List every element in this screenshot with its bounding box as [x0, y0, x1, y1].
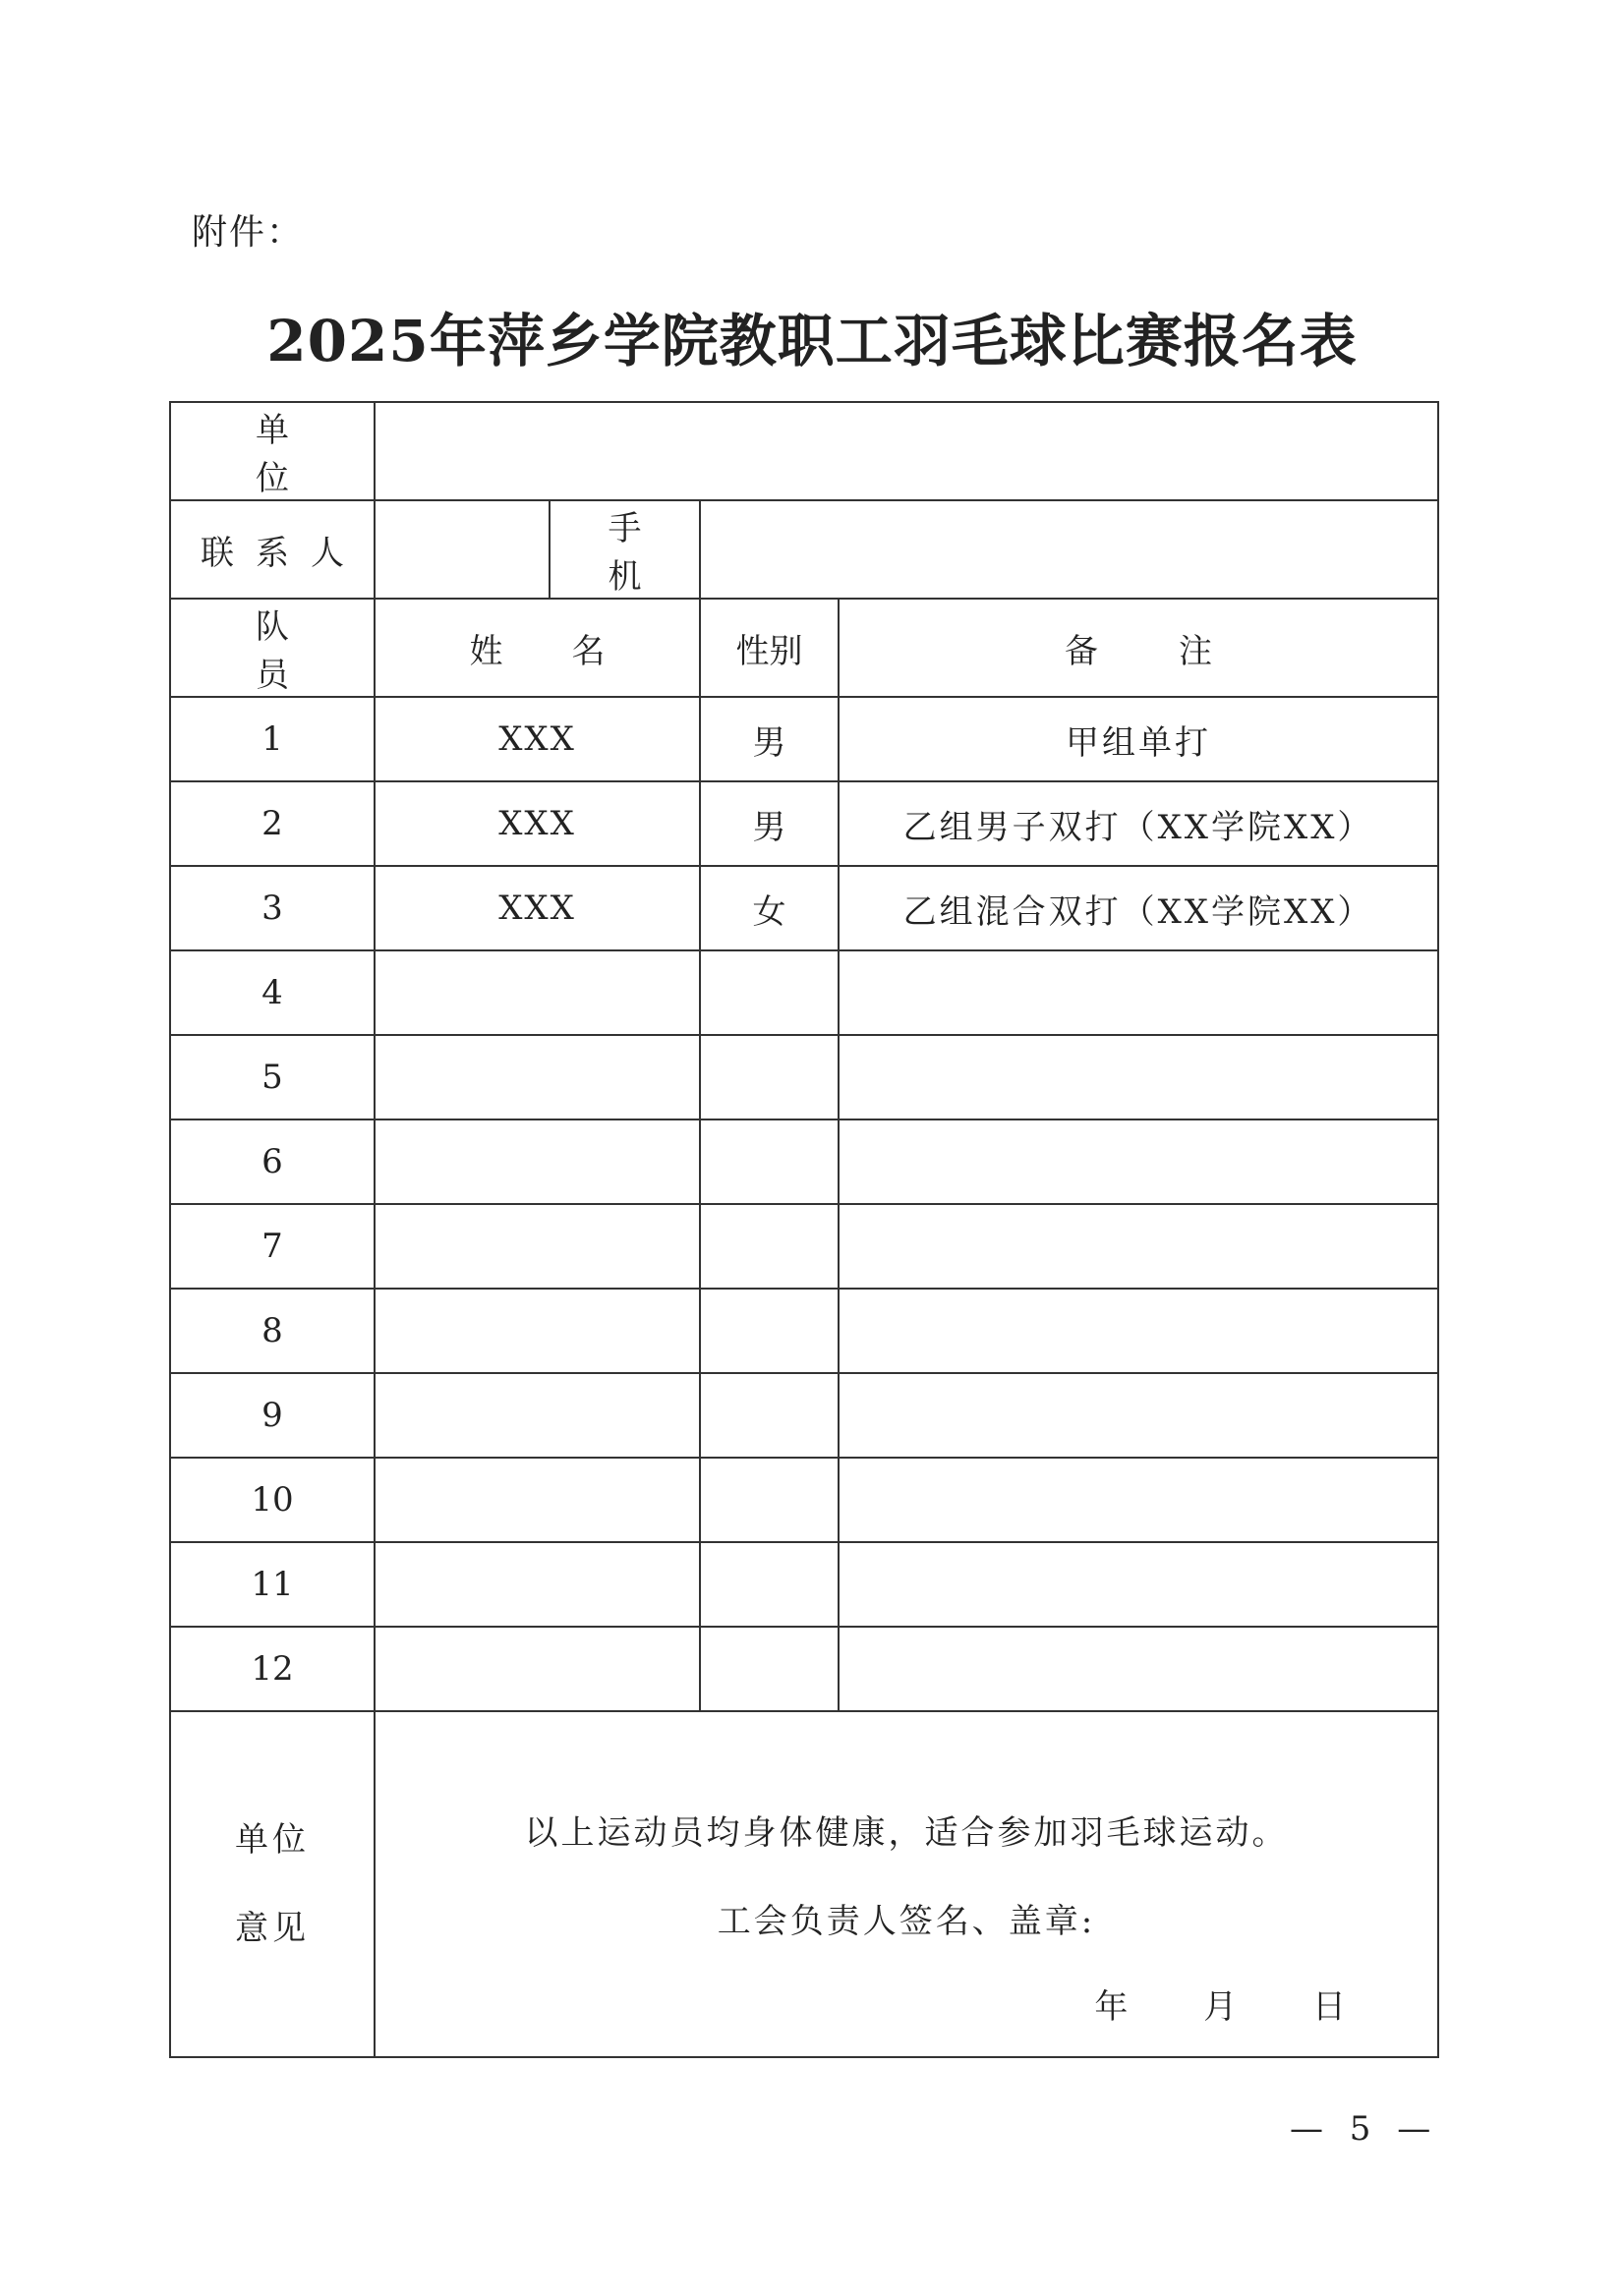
member-remark-field[interactable]: 甲组单打: [839, 697, 1438, 781]
remark-header: 备注: [839, 599, 1438, 697]
member-number: 9: [170, 1373, 375, 1458]
signature-line: 工会负责人签名、盖章:: [717, 1902, 1096, 1941]
contact-row: [170, 500, 1438, 599]
opinion-label-line2: 意见: [235, 1909, 310, 1948]
member-row: [170, 1119, 1438, 1204]
member-name-field[interactable]: [375, 1035, 700, 1119]
date-day: 日: [1312, 1987, 1349, 2027]
member-gender-field[interactable]: [700, 1627, 839, 1711]
attachment-label: 附件：: [192, 212, 305, 253]
date-month: 月: [1203, 1987, 1241, 2027]
member-number: 4: [170, 950, 375, 1035]
member-gender-field[interactable]: [700, 950, 839, 1035]
member-row: [170, 781, 1438, 866]
member-number: 3: [170, 866, 375, 950]
member-number: 7: [170, 1204, 375, 1289]
unit-label: 单位: [170, 402, 375, 500]
opinion-label-line1: 单位: [235, 1820, 310, 1860]
gender-header: 性别: [700, 599, 839, 697]
member-name-field[interactable]: XXX: [375, 781, 700, 866]
phone-label: 手机: [550, 500, 700, 599]
member-header: 队员: [170, 599, 375, 697]
form-title: 2025年萍乡学院教职工羽毛球比赛报名表: [266, 308, 1358, 374]
member-gender-field[interactable]: [700, 1035, 839, 1119]
member-remark-field[interactable]: [839, 1035, 1438, 1119]
page-number: — 5 —: [1290, 2109, 1439, 2149]
member-remark-field[interactable]: 乙组男子双打（XX学院XX）: [839, 781, 1438, 866]
member-row: [170, 1204, 1438, 1289]
member-row: [170, 950, 1438, 1035]
member-gender-field[interactable]: 男: [700, 781, 839, 866]
member-row: [170, 1458, 1438, 1542]
member-remark-field[interactable]: [839, 1542, 1438, 1627]
member-number: 6: [170, 1119, 375, 1204]
contact-value-field[interactable]: [375, 500, 550, 599]
opinion-row: [170, 1711, 1438, 2057]
member-remark-field[interactable]: [839, 1289, 1438, 1373]
contact-label: 联系人: [170, 500, 375, 599]
member-gender-field[interactable]: [700, 1373, 839, 1458]
date-line: [1035, 1980, 1349, 2028]
member-number: 5: [170, 1035, 375, 1119]
member-gender-field[interactable]: [700, 1119, 839, 1204]
member-remark-field[interactable]: 乙组混合双打（XX学院XX）: [839, 866, 1438, 950]
member-name-field[interactable]: [375, 1204, 700, 1289]
health-statement: 以上运动员均身体健康，适合参加羽毛球运动。: [524, 1813, 1289, 1853]
member-row: [170, 697, 1438, 781]
member-name-field[interactable]: XXX: [375, 697, 700, 781]
opinion-label: [170, 1711, 375, 2057]
member-row: [170, 1373, 1438, 1458]
member-name-field[interactable]: [375, 950, 700, 1035]
member-remark-field[interactable]: [839, 1119, 1438, 1204]
member-remark-field[interactable]: [839, 1458, 1438, 1542]
member-number: 10: [170, 1458, 375, 1542]
member-row: [170, 1627, 1438, 1711]
member-name-field[interactable]: [375, 1542, 700, 1627]
registration-form-table: [169, 401, 1439, 2058]
member-row: [170, 866, 1438, 950]
member-number: 2: [170, 781, 375, 866]
unit-value-field[interactable]: [375, 402, 1438, 500]
date-year: 年: [1094, 1987, 1131, 2027]
member-gender-field[interactable]: [700, 1458, 839, 1542]
unit-row: [170, 402, 1438, 500]
name-header: 姓名: [375, 599, 700, 697]
member-row: [170, 1035, 1438, 1119]
member-row: [170, 1542, 1438, 1627]
member-number: 1: [170, 697, 375, 781]
member-gender-field[interactable]: [700, 1542, 839, 1627]
phone-value-field[interactable]: [700, 500, 1438, 599]
member-gender-field[interactable]: 女: [700, 866, 839, 950]
member-name-field[interactable]: [375, 1373, 700, 1458]
member-name-field[interactable]: XXX: [375, 866, 700, 950]
member-gender-field[interactable]: [700, 1289, 839, 1373]
member-gender-field[interactable]: 男: [700, 697, 839, 781]
member-name-field[interactable]: [375, 1458, 700, 1542]
member-number: 12: [170, 1627, 375, 1711]
member-number: 11: [170, 1542, 375, 1627]
member-name-field[interactable]: [375, 1289, 700, 1373]
member-remark-field[interactable]: [839, 1204, 1438, 1289]
member-name-field[interactable]: [375, 1119, 700, 1204]
opinion-body: [375, 1711, 1438, 2057]
member-name-field[interactable]: [375, 1627, 700, 1711]
member-remark-field[interactable]: [839, 950, 1438, 1035]
header-row: [170, 599, 1438, 697]
member-gender-field[interactable]: [700, 1204, 839, 1289]
member-remark-field[interactable]: [839, 1627, 1438, 1711]
member-row: [170, 1289, 1438, 1373]
member-number: 8: [170, 1289, 375, 1373]
member-remark-field[interactable]: [839, 1373, 1438, 1458]
